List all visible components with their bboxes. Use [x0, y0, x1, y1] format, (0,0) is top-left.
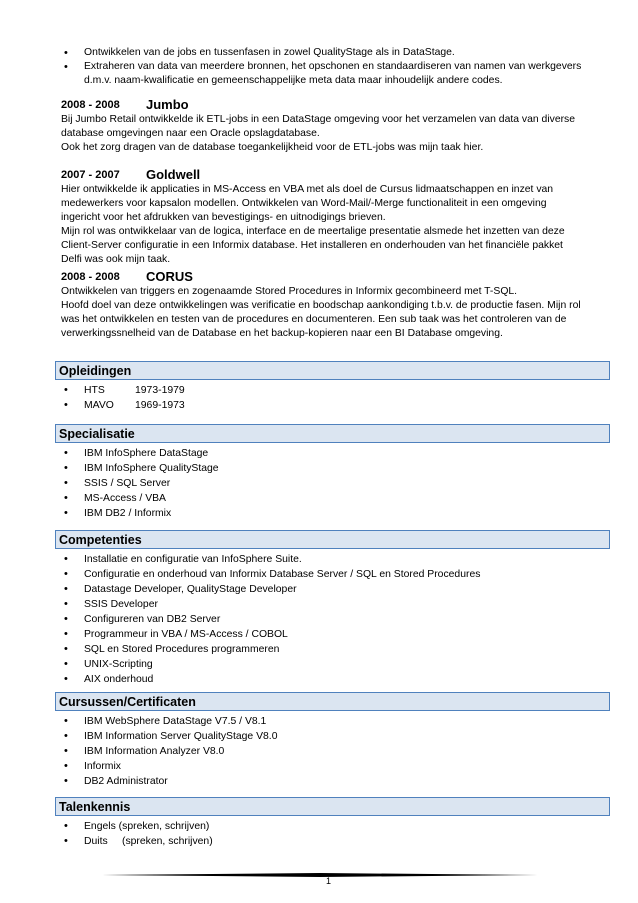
job-entry-goldwell	[61, 163, 609, 267]
section-cursussen-certificaten	[55, 692, 610, 789]
list-item: • IBM Information Analyzer V8.0	[55, 744, 610, 759]
list-item	[55, 819, 610, 834]
list-item	[55, 383, 610, 398]
intro-bullet-list	[55, 46, 610, 88]
section-heading: Opleidingen	[55, 361, 610, 380]
job-description	[61, 183, 609, 267]
job-header	[61, 93, 609, 113]
list-item: • IBM InfoSphere DataStage	[55, 446, 610, 461]
list-item	[55, 834, 610, 849]
section-heading: Talenkennis	[55, 797, 610, 816]
page-number: 1	[326, 876, 332, 886]
section-opleidingen	[55, 361, 610, 413]
competencies-list	[55, 552, 610, 687]
job-description-line: database omgevingen naar een Oracle opslagdatabase.	[61, 128, 320, 139]
education-name: HTS	[84, 385, 105, 396]
job-description-line: Ook het zorg dragen van de database toegankelijkheid voor de ETL-jobs was mijn taak hier.	[61, 142, 484, 153]
education-years: 1969-1973	[135, 400, 185, 411]
job-company: Jumbo	[146, 97, 189, 112]
language-name: Engels	[84, 821, 116, 832]
job-header	[61, 163, 609, 183]
job-description	[61, 113, 609, 155]
courses-list	[55, 714, 610, 789]
list-item: • IBM Information Server QualityStage V8.0	[55, 729, 610, 744]
list-item: • Ontwikkelen van de jobs en tussenfasen in zowel QualityStage als in DataStage.	[55, 46, 610, 60]
footer-divider	[102, 873, 538, 877]
list-item	[55, 398, 610, 413]
section-specialisatie	[55, 424, 610, 521]
list-item: • UNIX-Scripting	[55, 657, 610, 672]
education-name: MAVO	[84, 400, 114, 411]
list-item: • IBM DB2 / Informix	[55, 506, 610, 521]
list-item: • MS-Access / VBA	[55, 491, 610, 506]
list-item: • IBM InfoSphere QualityStage	[55, 461, 610, 476]
list-item: • Configuratie en onderhoud van Informix Database Server / SQL en Stored Procedures	[55, 567, 610, 582]
list-item: • Informix	[55, 759, 610, 774]
job-description-line: medewerkers voor kapsalon modellen. Ontwikkelen van Word-Mail/-Merge functionaliteit in een omgeving	[61, 198, 547, 209]
intro-section	[55, 46, 610, 88]
section-heading: Competenties	[55, 530, 610, 549]
job-company: Goldwell	[146, 167, 201, 182]
section-heading: Cursussen/Certificaten	[55, 692, 610, 711]
job-description-line: Client-Server configuratie in een Informix database. Het installeren en onderhouden van het financiële pakket	[61, 240, 563, 251]
job-description-line: ingericht voor het afdrukken van bevestigings- en uitnodigings brieven.	[61, 212, 386, 223]
job-company: CORUS	[146, 269, 193, 284]
list-item: • AIX onderhoud	[55, 672, 610, 687]
job-entry-jumbo	[61, 93, 609, 155]
list-item: • SQL en Stored Procedures programmeren	[55, 642, 610, 657]
languages-list	[55, 819, 610, 849]
job-dates: 2008 - 2008	[61, 99, 120, 111]
job-description-line: Hier ontwikkelde ik applicaties in MS-Access en VBA met als doel de Cursus lidmaatschappen en inzet van	[61, 184, 554, 195]
job-description-line: Ontwikkelen van triggers en zogenaamde Stored Procedures in Informix gecombineerd met T-SQL.	[61, 286, 518, 297]
job-header	[61, 265, 609, 285]
list-item: • SSIS / SQL Server	[55, 476, 610, 491]
education-list	[55, 383, 610, 413]
job-dates: 2007 - 2007	[61, 169, 120, 181]
list-item: • IBM WebSphere DataStage V7.5 / V8.1	[55, 714, 610, 729]
job-description-line: Bij Jumbo Retail ontwikkelde ik ETL-jobs in een DataStage omgeving voor het verzamelen van data van diverse	[61, 114, 576, 125]
education-years: 1973-1979	[135, 385, 185, 396]
language-level: (spreken, schrijven)	[118, 821, 210, 832]
job-description-line: was het ontwikkelen en testen van de procedures en documenteren. Een sub taak was het controleren van de	[61, 314, 567, 325]
section-talenkennis	[55, 797, 610, 849]
job-description	[61, 285, 609, 341]
list-item: • Extraheren van data van meerdere bronnen, het opschonen en standaardiseren van namen van werkgevers d.m.v. naam-kwalificatie en gemeenschappelijke meta data maar inhoudelijk andere codes.	[55, 60, 610, 88]
section-competenties	[55, 530, 610, 687]
job-description-line: Mijn rol was ontwikkelaar van de logica, interface en de meertalige presentatie alsmede het inzetten van deze	[61, 226, 565, 237]
job-description-line: Delfi was ook mijn taak.	[61, 254, 171, 265]
list-item: • SSIS Developer	[55, 597, 610, 612]
footer-divider-line	[102, 873, 538, 877]
job-description-line: Hoofd doel van deze ontwikkelingen was verificatie en boodschap aankondiging t.b.v. de productie fasen. Mijn rol	[61, 300, 581, 311]
language-level: (spreken, schrijven)	[122, 836, 213, 847]
list-item: • Configureren van DB2 Server	[55, 612, 610, 627]
job-entry-corus	[61, 265, 609, 341]
list-item: • DB2 Administrator	[55, 774, 610, 789]
job-description-line: verwerkingssnelheid van de Database en het backup-kopieren naar een BI Database omgeving.	[61, 328, 503, 339]
job-dates: 2008 - 2008	[61, 271, 120, 283]
list-item: • Datastage Developer, QualityStage Developer	[55, 582, 610, 597]
language-name: Duits	[84, 836, 108, 847]
specialisation-list	[55, 446, 610, 521]
list-item: • Programmeur in VBA / MS-Access / COBOL	[55, 627, 610, 642]
section-heading: Specialisatie	[55, 424, 610, 443]
list-item: • Installatie en configuratie van InfoSphere Suite.	[55, 552, 610, 567]
